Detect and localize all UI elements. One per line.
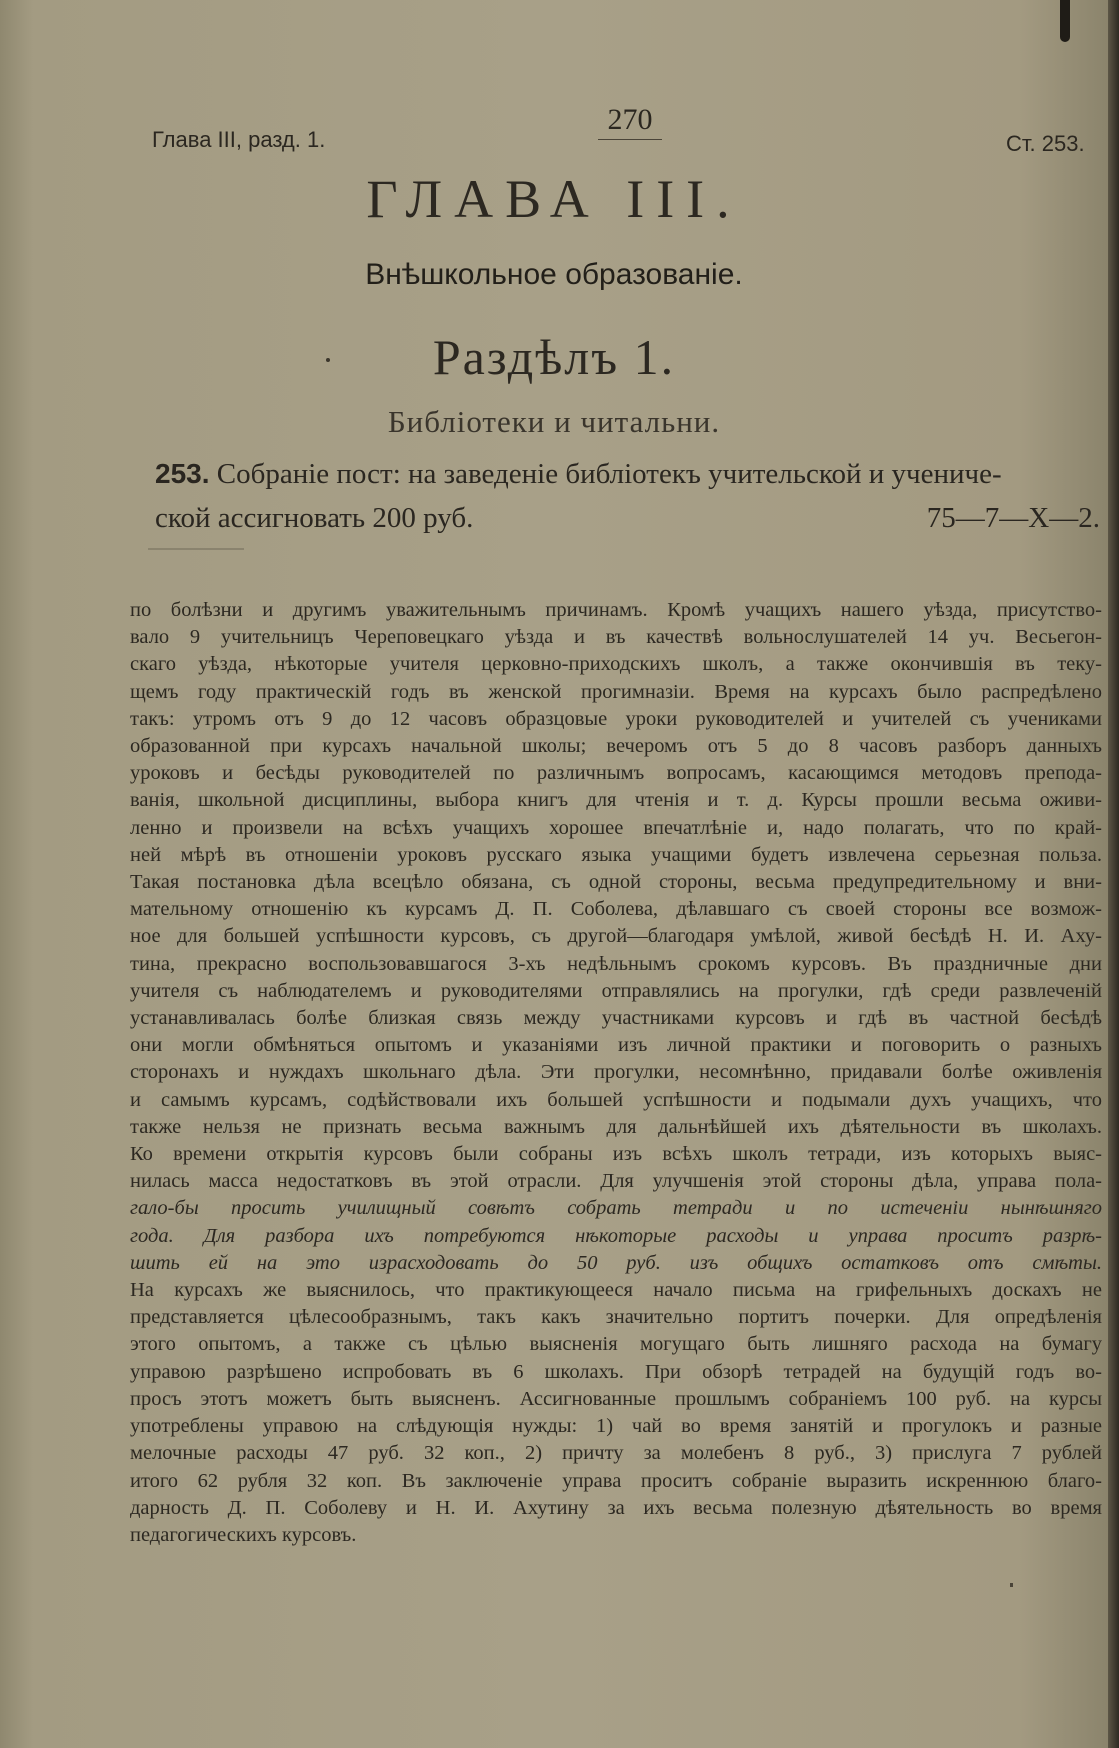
text-line: по болѣзни и другимъ уважительнымъ причинамъ. Кромѣ учащихъ нашего уѣзда, присутство- [130, 599, 1102, 621]
section-subtitle: Библіотеки и читальни. [387, 404, 721, 439]
text-line: Такая постановка дѣла всецѣло обязана, съ одной стороны, весьма предупредительному и вни- [130, 871, 1102, 894]
text-line: вало 9 учительницъ Череповецкаго уѣзда и въ качествѣ вольнослушателей 14 уч. Весьегон- [130, 626, 1102, 649]
divider [148, 548, 244, 550]
text-line: педагогическихъ курсовъ. [130, 1523, 357, 1546]
running-header-right: Ст. 253. [1006, 131, 1085, 156]
text-line-italic: гало-бы просить училищный совѣтъ собрать тетради и по истеченіи нынѣшняго [130, 1197, 1102, 1220]
text-line: такъ: утромъ отъ 9 до 12 часовъ образцовые уроки руководителей и учителей съ учениками [130, 707, 1102, 730]
text-line: тина, прекрасно воспользовавшагося 3-хъ недѣльнымъ срокомъ курсовъ. Въ праздничные дни [130, 952, 1102, 975]
text-line: образованной при курсахъ начальной школы; вечеромъ отъ 5 до 8 часовъ разборъ данныхъ [130, 735, 1102, 758]
item-text-1: Собраніе пост: на заведеніе библіотекъ учительской и учениче- [216, 458, 1002, 490]
text-line: ванія, школьной дисциплины, выбора книгъ для чтенія и т. д. Курсы прошли весьма оживи- [130, 789, 1102, 812]
text-line: ней мѣрѣ въ отношеніи уроковъ русскаго языка учащими будетъ извлечена серьезная польза. [130, 843, 1102, 866]
text-line: мелочные расходы 47 руб. 32 коп., 2) причту за молебенъ 8 руб., 3) прислуга 7 рублей [130, 1442, 1102, 1465]
text-line: дарность Д. П. Соболеву и Н. И. Ахутину за ихъ весьма полезную дѣятельность во время [130, 1496, 1102, 1519]
text-line: итого 62 рубля 32 коп. Въ заключеніе управа проситъ собраніе выразить искреннюю благо- [130, 1469, 1102, 1492]
text-line: ленно и произвели на всѣхъ учащихъ хорошее впечатлѣніе и, надо полагать, что по край- [130, 816, 1102, 839]
item-reference: 75—7—X—2. [926, 502, 1100, 534]
text-line: нилась масса недостатковъ въ этой отрасли. Для улучшенія этой стороны дѣла, управа пола- [130, 1170, 1102, 1193]
running-header-left: Глава III, разд. 1. [152, 127, 326, 152]
text-line: этого опытомъ, а также съ цѣлью выясненія могущаго быть лишняго расхода на бумагу [130, 1333, 1102, 1356]
section-title: Раздѣлъ 1. [432, 329, 676, 385]
book-spine [1108, 0, 1119, 1748]
text-line: скаго уѣзда, нѣкоторые учителя церковно-приходскихъ школъ, а также окончившія въ теку- [130, 653, 1102, 676]
text-line: учителя съ наблюдателемъ и руководителями отправлялись на прогулки, гдѣ среди развлеченій [130, 979, 1102, 1002]
item-number: 253. [155, 458, 210, 489]
text-line: Ко времени открытія курсовъ были собраны изъ всѣхъ школъ тетради, изъ которыхъ выяс- [130, 1143, 1102, 1166]
chapter-title: ГЛАВА III. [366, 169, 742, 229]
text-line: мательному отношенію къ курсамъ Д. П. Соболева, дѣлавшаго съ своей стороны все возмож- [130, 898, 1102, 921]
text-line: уроковъ и бесѣды руководителей по различнымъ вопросамъ, касающимся методовъ препода- [130, 762, 1102, 785]
item-253 [155, 452, 1100, 540]
chapter-subtitle: Внѣшкольное образованіе. [365, 258, 743, 291]
text-line: и самымъ курсамъ, содѣйствовали ихъ большей успѣшности и подымали духъ учащихъ, что [130, 1088, 1102, 1111]
text-line: они могли обмѣняться опытомъ и указаніями изъ личной практики и поговорить о разныхъ [130, 1034, 1102, 1057]
text-line: употреблены управою на слѣдующія нужды: 1) чай во время занятій и прогулокъ и разные [130, 1415, 1102, 1438]
text-line: щемъ году практическій годъ въ женской прогимназіи. Время на курсахъ было распредѣлено [130, 680, 1102, 703]
text-line: представляется цѣлесообразнымъ, такъ какъ значительно портитъ почерки. Для опредѣленія [130, 1306, 1102, 1329]
page-edge-mark [1060, 0, 1070, 42]
item-text-2: ской ассигновать 200 руб. [155, 502, 474, 534]
text-line: устанавливалась болѣе близкая связь между участниками курсовъ и гдѣ въ частной бесѣдѣ [130, 1007, 1102, 1030]
text-line: также нельзя не признать весьма важнымъ для дальнѣйшей ихъ дѣятельности въ школахъ. [130, 1115, 1102, 1138]
page-number: 270 [598, 103, 662, 140]
text-line: просъ этотъ можетъ быть выясненъ. Ассигнованные прошлымъ собраніемъ 100 руб. на курсы [130, 1387, 1102, 1410]
item-253-line-1 [155, 452, 1100, 496]
item-253-line-2 [155, 496, 1100, 540]
body-text [130, 597, 1102, 1549]
print-speck [1010, 1583, 1013, 1587]
text-line: сторонахъ и нуждахъ школьнаго дѣла. Эти прогулки, несомнѣнно, придавали болѣе оживленія [130, 1061, 1102, 1084]
text-line: ное для большей успѣшности курсовъ, съ другой—благодаря умѣлой, живой бесѣдѣ Н. И. Аху- [130, 925, 1102, 948]
text-line-italic: года. Для разбора ихъ потребуются нѣкоторые расходы и управа проситъ разрѣ- [130, 1224, 1102, 1247]
text-line: На курсахъ же выяснилось, что практикующееся начало письма на грифельныхъ доскахъ не [130, 1279, 1102, 1302]
text-line-italic: шить ей на это израсходовать до 50 руб. изъ общихъ остатковъ отъ смѣты. [130, 1251, 1102, 1274]
text-line: управою разрѣшено испробовать въ 6 школахъ. При обзорѣ тетрадей на будущій годъ во- [130, 1360, 1102, 1383]
